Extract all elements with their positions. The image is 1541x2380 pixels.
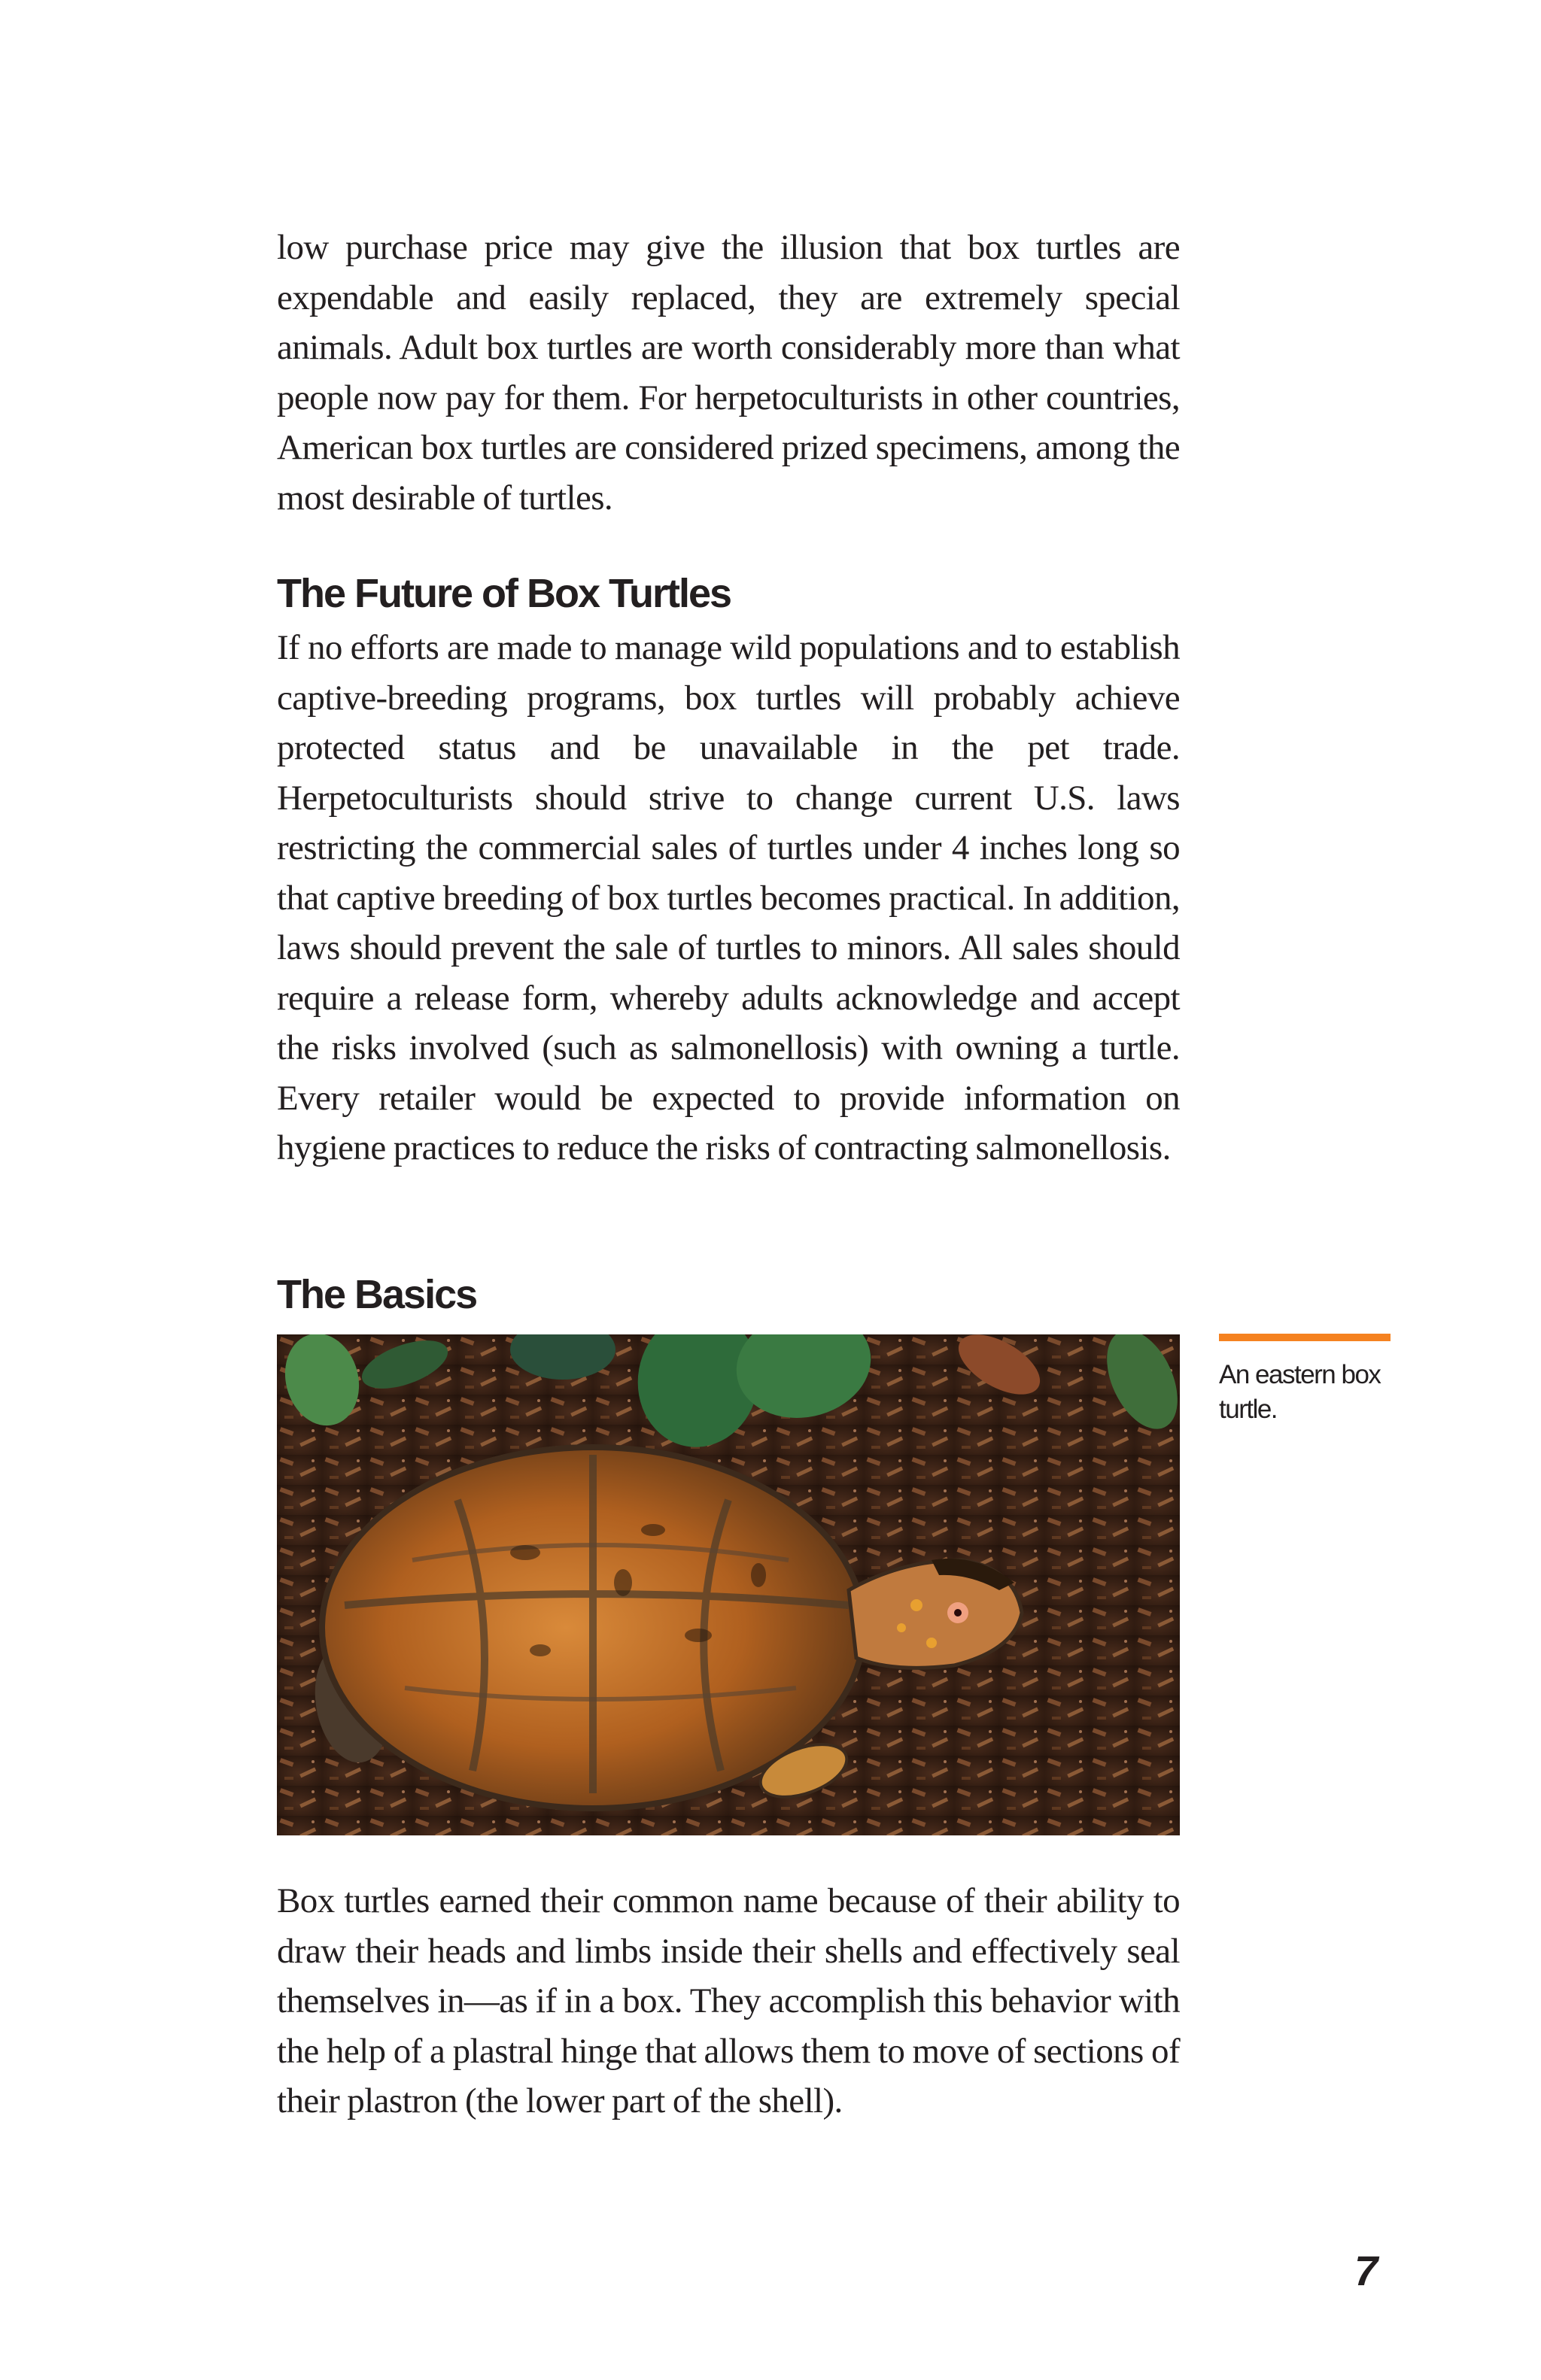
section-heading-future: The Future of Box Turtles [277, 571, 731, 616]
caption-accent-rule [1219, 1334, 1391, 1341]
section-heading-basics: The Basics [277, 1272, 477, 1317]
future-paragraph: If no efforts are made to manage wild populations and to establish captive-breeding programs, box turtles will probably achieve protected status and be unavailable in the pet trade. Herpetoculturists should strive to change current U.S. laws restricting the commercial sales of turtles under 4 inches long so that captive breeding of box turtles becomes practical. In addition, laws should prevent the sale of turtles to minors. All sales should require a release form, whereby adults acknowledge and accept the risks involved (such as salmonellosis) with owning a turtle. Every retailer would be expected to provide information on hygiene practices to reduce the risks of contracting salmonellosis. [277, 628, 1180, 1167]
turtle-illustration [277, 1334, 1180, 1835]
figure-caption: An eastern box turtle. [1219, 1360, 1381, 1424]
intro-paragraph: low purchase price may give the illusion that box turtles are expendable and easily replaced, they are extremely special animals. Adult box turtles are worth considerably more than what people now pay for them. For herpetoculturists in other countries, American box turtles are considered prized specimens, among the most desirable of turtles. [277, 228, 1180, 518]
turtle-photo [277, 1334, 1180, 1835]
basics-paragraph: Box turtles earned their common name because of their ability to draw their heads and limbs inside their shells and effectively seal themselves in—as if in a box. They accomplish this behavior with the help of a plastral hinge that allows them to move of sections of their plastron (the lower part of the shell). [277, 1881, 1180, 2120]
page-number: 7 [1354, 2247, 1378, 2294]
